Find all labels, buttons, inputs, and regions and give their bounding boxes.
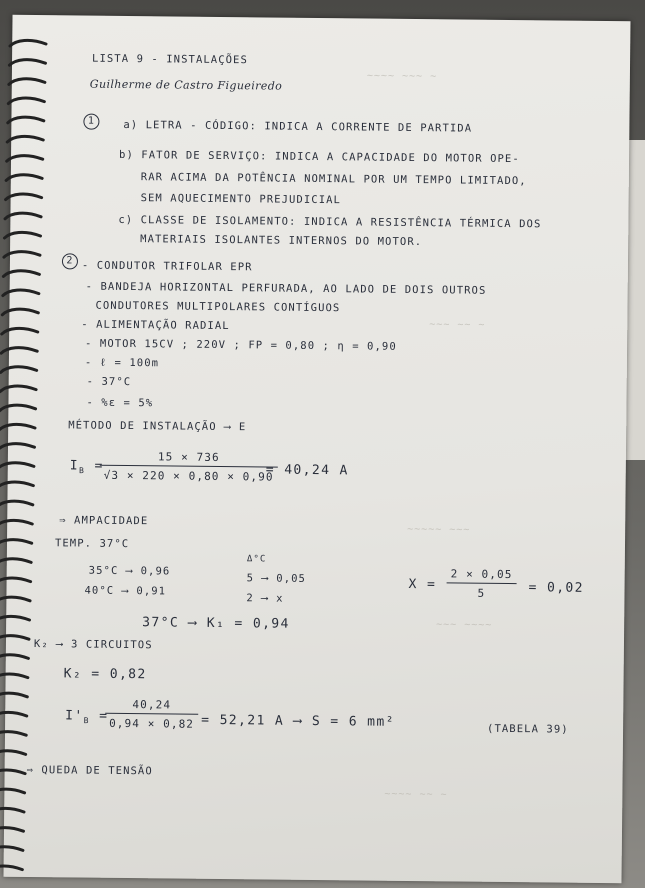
temp-35-factor: 35°C ⟶ 0,96 [88, 564, 171, 578]
spiral-ring [0, 559, 31, 565]
spiral-ring [0, 616, 30, 622]
spiral-ring [0, 712, 27, 718]
spiral-ring [1, 367, 37, 373]
table-reference: (TABELA 39) [487, 722, 569, 736]
spiral-ring [8, 117, 44, 123]
spiral-ring [0, 597, 30, 603]
ib-denominator: √3 × 220 × 0,80 × 0,90 [103, 468, 274, 484]
spiral-ring [0, 463, 34, 469]
ibp-result: = 52,21 A ⟶ S = 6 mm² [201, 712, 395, 730]
x-denominator: 5 [477, 586, 486, 600]
ibp-numerator: 40,24 [105, 698, 198, 715]
spiral-ring [0, 789, 25, 795]
q2-spec-temp: - 37°C [86, 375, 132, 389]
temp-40-factor: 40°C ⟶ 0,91 [84, 584, 167, 598]
spiral-ring [4, 252, 40, 258]
bleed-through: ~~~ ~~ ~ [429, 319, 486, 331]
x-label: X = [408, 576, 437, 593]
spiral-ring [8, 98, 44, 104]
spiral-ring [6, 175, 42, 181]
spiral-ring [5, 232, 41, 238]
q1-item-b-line2: RAR ACIMA DA POTÊNCIA NOMINAL POR UM TEMPO LIMITADO, [140, 171, 527, 188]
spiral-ring [0, 732, 26, 738]
spiral-ring [7, 136, 43, 142]
spiral-ring [0, 828, 23, 834]
q2-spec-motor: - MOTOR 15CV ; 220V ; FP = 0,80 ; η = 0,90 [85, 337, 397, 353]
q2-spec-conductor: - CONDUTOR TRIFOLAR EPR [81, 259, 253, 274]
spiral-ring [0, 808, 24, 814]
bleed-through: ~~~~~ ~~~ [407, 523, 471, 536]
list-title: LISTA 9 - INSTALAÇÕES [92, 52, 248, 67]
spiral-ring [0, 386, 36, 392]
spiral-ring [6, 194, 42, 200]
delta-2-row: 2 ⟶ x [246, 592, 284, 605]
q2-spec-length: - ℓ = 100m [84, 356, 160, 370]
q2-spec-drop: - %ε = 5% [86, 396, 154, 410]
q1-item-b-line3: SEM AQUECIMENTO PREJUDICIAL [140, 192, 342, 207]
spiral-ring [0, 501, 33, 507]
installation-method: MÉTODO DE INSTALAÇÃO ⟶ E [68, 419, 247, 434]
spiral-binding [0, 0, 70, 888]
spiral-ring [0, 520, 32, 526]
ibp-fraction [105, 698, 198, 731]
q1-item-b-line1: b) FATOR DE SERVIÇO: INDICA A CAPACIDADE DO MOTOR OPE- [119, 148, 520, 166]
ampacity-heading: ⇒ AMPACIDADE [59, 514, 149, 528]
ibp-symbol: $I'_B$ = [65, 708, 109, 726]
spiral-ring [0, 482, 33, 488]
spiral-ring [0, 751, 26, 757]
q2-spec-tray: - BANDEJA HORIZONTAL PERFURADA, AO LADO DE DOIS OUTROS [85, 280, 487, 297]
voltage-drop-heading: ⇒ QUEDA DE TENSÃO [26, 763, 153, 778]
spiral-ring [0, 540, 32, 546]
spiral-ring [3, 271, 39, 277]
bleed-through: ~~~~ ~~~ ~ [366, 70, 438, 83]
spiral-ring [0, 655, 28, 661]
ibp-denominator: 0,94 × 0,82 [109, 716, 195, 731]
delta-5-row: 5 ⟶ 0,05 [246, 572, 307, 585]
spiral-ring [0, 674, 28, 680]
ib-result: = 40,24 A [265, 462, 349, 479]
spiral-ring [0, 444, 34, 450]
x-result: = 0,02 [528, 580, 585, 596]
spiral-ring [0, 866, 22, 872]
spiral-ring [9, 60, 45, 66]
x-fraction [446, 567, 516, 600]
ib-fraction [100, 450, 278, 484]
q1-item-c-line2: MATERIAIS ISOLANTES INTERNOS DO MOTOR. [140, 233, 423, 249]
bleed-through: ~~~ ~~~~ [436, 619, 493, 631]
question-2-marker: 2 [62, 253, 78, 269]
spiral-ring [0, 693, 27, 699]
spiral-ring [0, 847, 23, 853]
q1-item-c-line1: c) CLASSE DE ISOLAMENTO: INDICA A RESISTÊNCIA TÉRMICA DOS [118, 213, 542, 231]
spiral-ring [0, 770, 25, 776]
q1-item-a: a) LETRA - CÓDIGO: INDICA A CORRENTE DE PARTIDA [123, 118, 473, 135]
spiral-ring [5, 213, 41, 219]
delta-temp-heading: Δ°C [246, 554, 267, 565]
x-numerator: 2 × 0,05 [447, 567, 517, 584]
notebook-page [4, 15, 631, 883]
spiral-ring [0, 636, 29, 642]
spiral-ring [7, 156, 43, 162]
spiral-ring [0, 424, 35, 430]
bleed-through: ~~~~ ~~ ~ [384, 788, 448, 801]
spiral-ring [1, 348, 37, 354]
k2-heading: K₂ ⟶ 3 CIRCUITOS [33, 638, 153, 652]
temperature-heading: TEMP. 37°C [54, 537, 130, 551]
spiral-ring [10, 40, 46, 46]
spiral-ring [0, 405, 36, 411]
author-name: Guilherme de Castro Figueiredo [89, 77, 283, 93]
spiral-ring [2, 328, 38, 334]
spiral-ring [3, 290, 39, 296]
spiral-ring [0, 578, 31, 584]
ib-numerator: 15 × 736 [100, 450, 278, 468]
ib-symbol: $I_B$ = [69, 458, 104, 476]
question-1-marker: 1 [83, 114, 99, 130]
spiral-ring [2, 309, 38, 315]
k1-result: 37°C ⟶ K₁ = 0,94 [142, 615, 290, 632]
q2-spec-tray-cont: CONDUTORES MULTIPOLARES CONTÍGUOS [95, 299, 341, 315]
k2-value: K₂ = 0,82 [63, 666, 147, 683]
spiral-ring [9, 79, 45, 85]
q2-spec-feed: - ALIMENTAÇÃO RADIAL [81, 318, 230, 333]
